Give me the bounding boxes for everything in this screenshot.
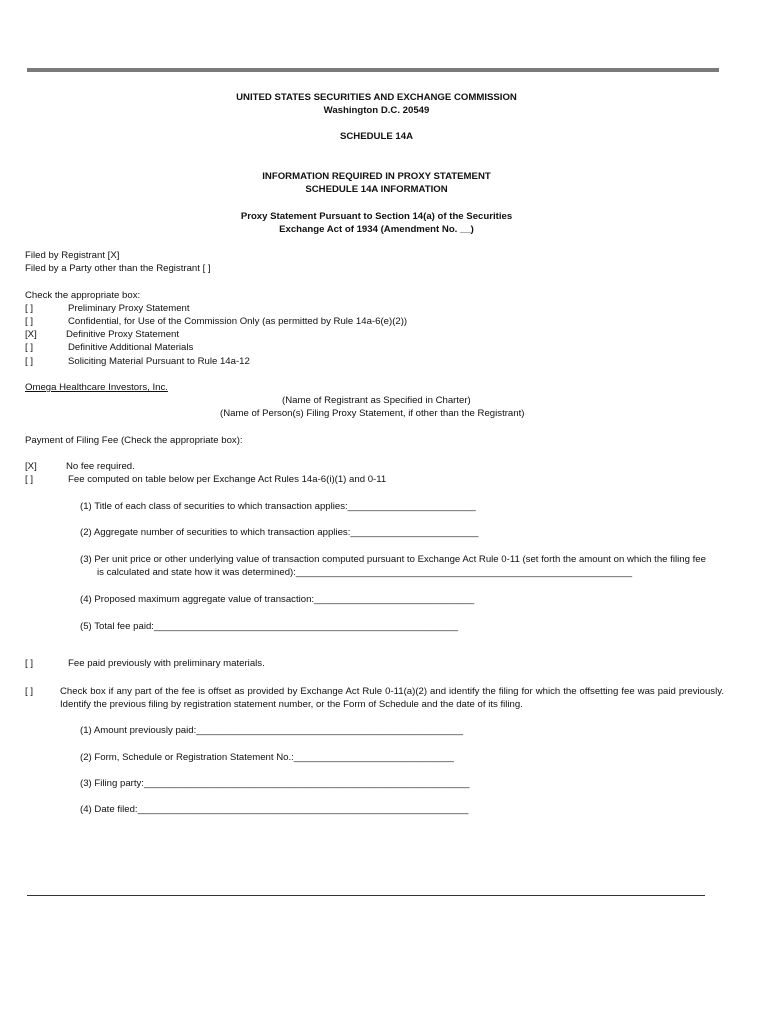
bottom-rule (27, 895, 705, 896)
offset-item-date-filed[interactable]: (4) Date filed:______________________________________________________________ (80, 804, 469, 815)
registrant-name-caption: (Name of Registrant as Specified in Charter) (282, 395, 471, 406)
checkbox-soliciting-material[interactable]: [ ] (25, 356, 33, 367)
offset-item-filing-party[interactable]: (3) Filing party:_____________________________________________________________ (80, 778, 470, 789)
fee-item-title-of-class[interactable]: (1) Title of each class of securities to which transaction applies:________________________ (80, 501, 476, 512)
schedule-title: SCHEDULE 14A (339, 131, 414, 142)
checkbox-additional-materials[interactable]: [ ] (25, 342, 33, 353)
fee-item-total-fee-paid[interactable]: (5) Total fee paid:_________________________________________________________ (80, 621, 459, 632)
fee-item-aggregate-number[interactable]: (2) Aggregate number of securities to which transaction applies:________________________ (80, 527, 479, 538)
fee-computed-label: Fee computed on table below per Exchange Act Rules 14a-6(i)(1) and 0-11 (68, 474, 387, 485)
no-fee-label: No fee required. (66, 461, 135, 472)
registrant-name: Omega Healthcare Investors, Inc. (25, 382, 168, 393)
fee-paid-previously-label: Fee paid previously with preliminary materials. (68, 658, 265, 669)
top-rule (27, 68, 719, 72)
proxy-statement-line1: Proxy Statement Pursuant to Section 14(a) of the Securities (240, 211, 513, 222)
check-box-heading: Check the appropriate box: (25, 290, 141, 301)
checkbox-fee-paid-previously[interactable]: [ ] (25, 658, 33, 669)
checkbox-label: Definitive Proxy Statement (66, 329, 180, 340)
fee-item-unit-price[interactable]: (3) Per unit price or other underlying value of transaction computed pursuant to Exchange Act Rule 0-11 (set forth the amount on which the filing fee (80, 554, 706, 565)
checkbox-confidential[interactable]: [ ] (25, 316, 33, 327)
filed-by-other-party: Filed by a Party other than the Registrant [ ] (25, 263, 211, 274)
commission-address: Washington D.C. 20549 (323, 105, 430, 116)
checkbox-label: Definitive Additional Materials (68, 342, 194, 353)
checkbox-fee-offset[interactable]: [ ] (25, 686, 33, 697)
proxy-statement-line2: Exchange Act of 1934 (Amendment No. __) (279, 224, 474, 235)
fee-item-unit-price-continued[interactable]: is calculated and state how it was determined):_______________________________________________________________ (97, 567, 633, 578)
fee-offset-text: Check box if any part of the fee is offset as provided by Exchange Act Rule 0-11(a)(2) and identify the filing for which the offsetting fee was paid previously. Identify the previous filing by registration statement number, or the Form of Schedule and the date of its filing. (60, 686, 724, 710)
fee-item-max-aggregate-value[interactable]: (4) Proposed maximum aggregate value of transaction:______________________________ (80, 594, 475, 605)
checkbox-label: Soliciting Material Pursuant to Rule 14a-12 (68, 356, 250, 367)
checkbox-definitive-proxy[interactable]: [X] (25, 329, 37, 340)
commission-title: UNITED STATES SECURITIES AND EXCHANGE COMMISSION (236, 92, 517, 103)
filed-by-registrant: Filed by Registrant [X] (25, 250, 120, 261)
offset-item-amount-paid[interactable]: (1) Amount previously paid:__________________________________________________ (80, 725, 464, 736)
filer-name-caption: (Name of Person(s) Filing Proxy Statement, if other than the Registrant) (220, 408, 525, 419)
info-required-title: INFORMATION REQUIRED IN PROXY STATEMENT (262, 171, 491, 182)
checkbox-label: Confidential, for Use of the Commission Only (as permitted by Rule 14a-6(e)(2)) (68, 316, 408, 327)
info-subtitle: SCHEDULE 14A INFORMATION (305, 184, 448, 195)
checkbox-fee-computed[interactable]: [ ] (25, 474, 33, 485)
payment-heading: Payment of Filing Fee (Check the appropriate box): (25, 435, 243, 446)
offset-item-form-schedule[interactable]: (2) Form, Schedule or Registration Statement No.:______________________________ (80, 752, 454, 763)
checkbox-preliminary[interactable]: [ ] (25, 303, 33, 314)
checkbox-no-fee[interactable]: [X] (25, 461, 37, 472)
checkbox-label: Preliminary Proxy Statement (68, 303, 190, 314)
